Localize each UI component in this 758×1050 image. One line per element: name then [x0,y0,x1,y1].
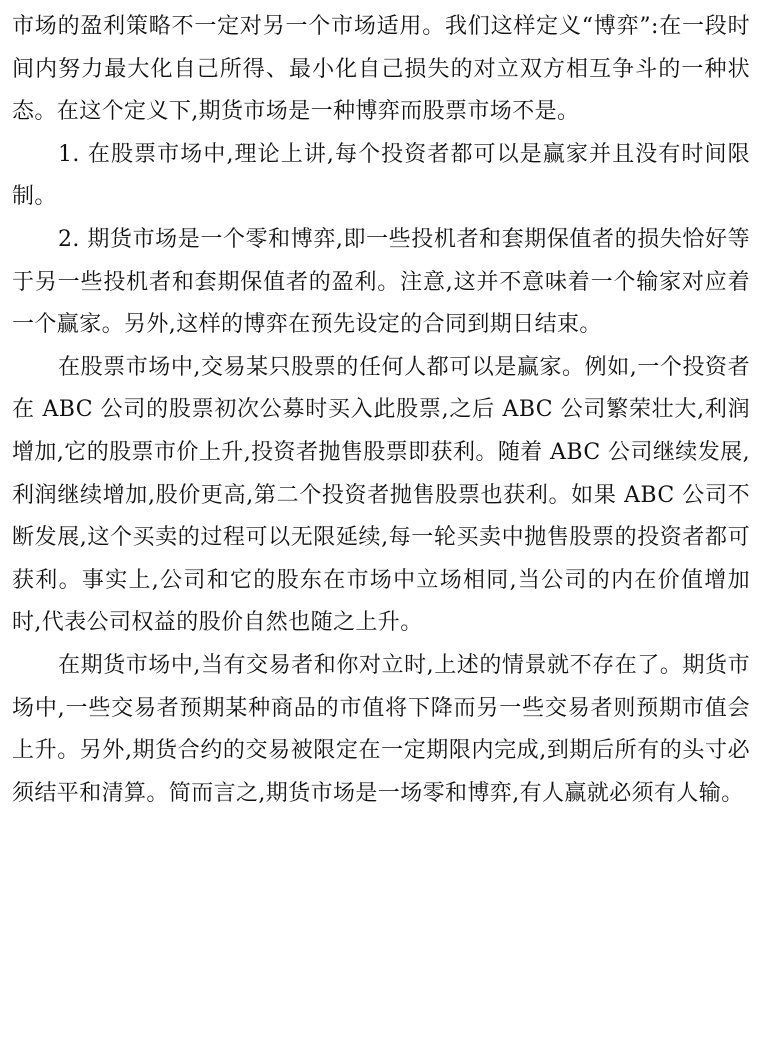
paragraph-stock-market-example: 在股票市场中,交易某只股票的任何人都可以是赢家。例如,一个投资者在 ABC 公司的股票初次公募时买入此股票,之后 ABC 公司繁荣壮大,利润增加,它的股票市价上升,投资者抛售股票即获利。随着 ABC 公司继续发展,利润继续增加,股价更高,第二个投资者抛售股票也获利。如果 ABC 公司不断发展,这个买卖的过程可以无限延续,每一轮买卖中抛售股票的投资者都可获利。事实上,公司和它的股东在市场中立场相同,当公司的内在价值增加时,代表公司权益的股价自然也随之上升。 [12,354,750,636]
document-page [12,6,750,815]
paragraph-futures-market-zero-sum: 在期货市场中,当有交易者和你对立时,上述的情景就不存在了。期货市场中,一些交易者预期某种商品的市值将下降而另一些交易者则预期市值会上升。另外,期货合约的交易被限定在一定期限内完成,到期后所有的头寸必须结平和清算。简而言之,期货市场是一场零和博弈,有人赢就必须有人输。 [12,652,750,806]
paragraph-point-1-stock-market: 1. 在股票市场中,理论上讲,每个投资者都可以是赢家并且没有时间限制。 [12,141,750,210]
paragraph-point-2-futures-market: 2. 期货市场是一个零和博弈,即一些投机者和套期保值者的损失恰好等于另一些投机者和套期保值者的盈利。注意,这并不意味着一个输家对应着一个赢家。另外,这样的博弈在预先设定的合同到期日结束。 [12,226,750,338]
paragraph-game-definition: 市场的盈利策略不一定对另一个市场适用。我们这样定义“博弈”:在一段时间内努力最大化自己所得、最小化自己损失的对立双方相互争斗的一种状态。在这个定义下,期货市场是一种博弈而股票市场不是。 [12,14,750,125]
